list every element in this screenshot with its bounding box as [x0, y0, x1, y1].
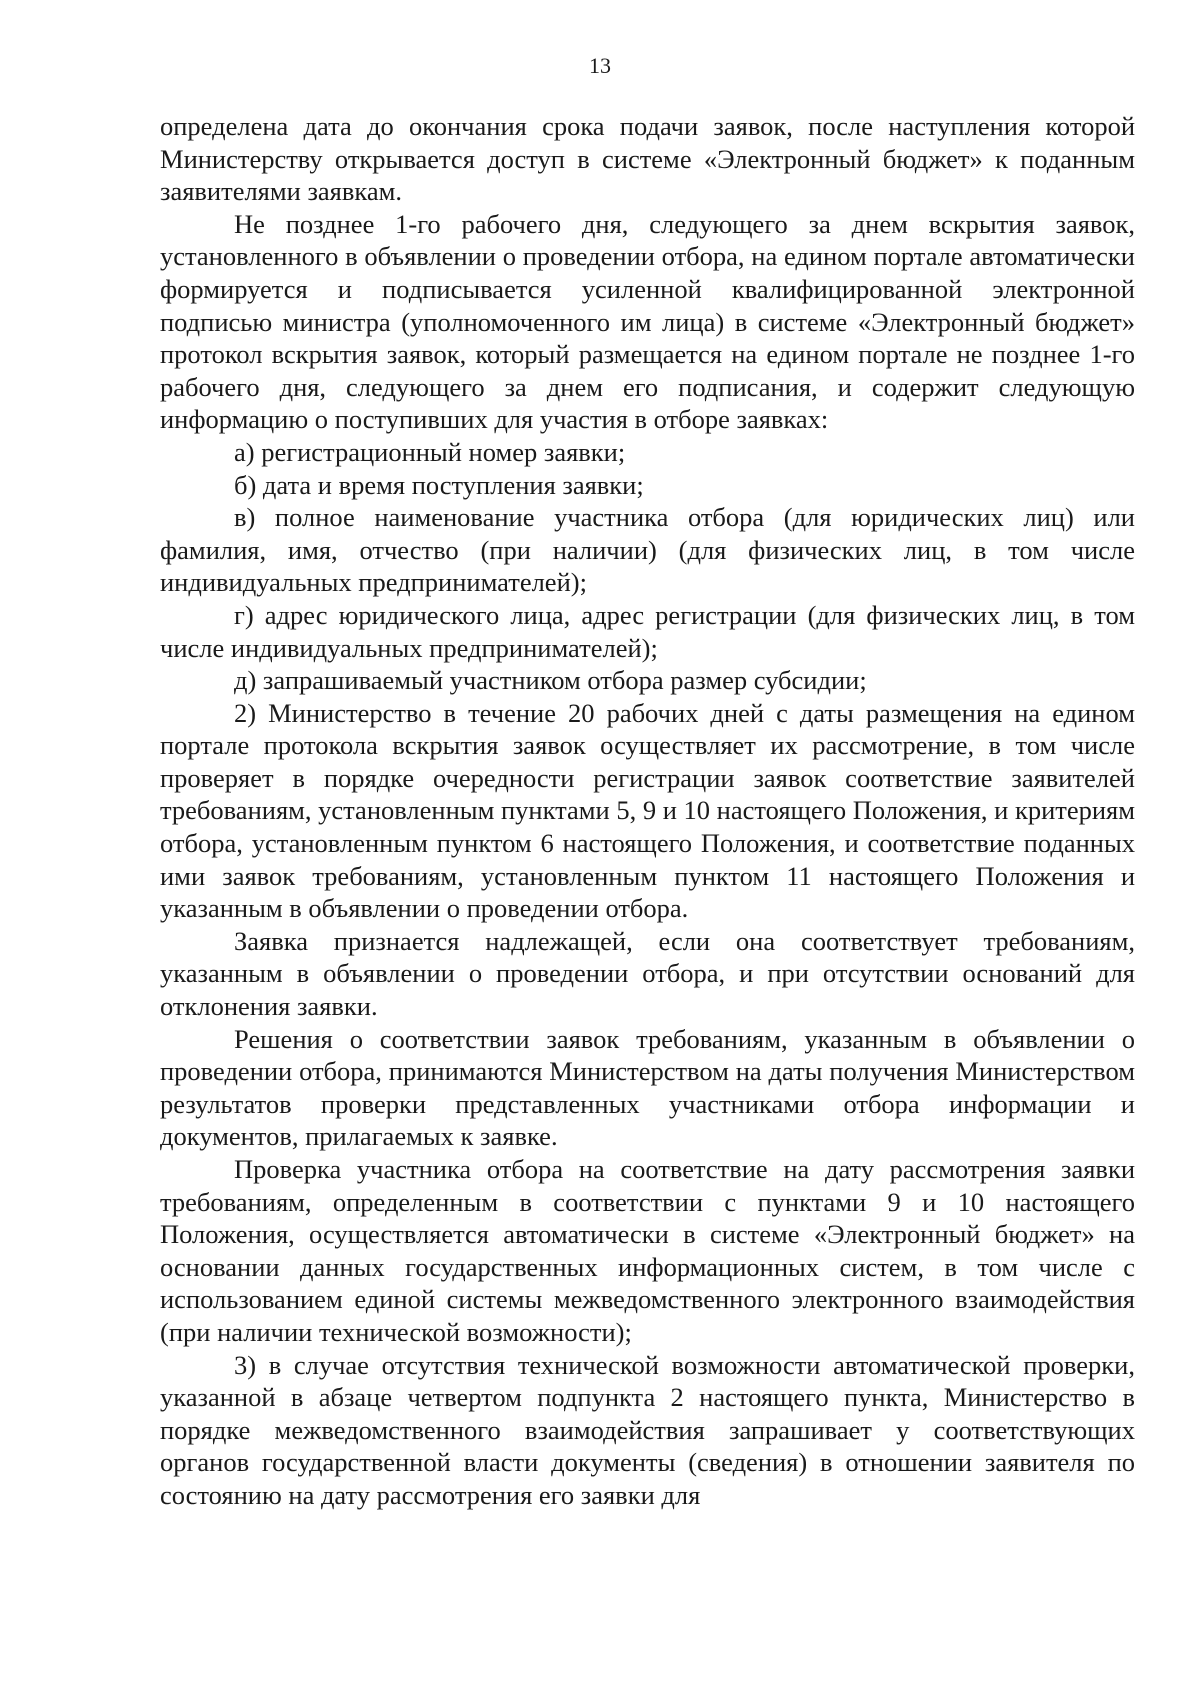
- document-body: [160, 110, 1135, 1512]
- list-item-b: б) дата и время поступления заявки;: [234, 469, 644, 500]
- list-item-d: д) запрашиваемый участником отбора размер субсидии;: [234, 665, 867, 696]
- paragraph-verification: Проверка участника отбора на соответствие на дату рассмотрения заявки требованиям, определенным в соответствии с пунктами 9 и 10 настоящего Положения, осуществляется автоматически в системе «Электронный бюджет» на основании данных государственных информационных систем, в том числе с использованием единой системы межведомственного электронного взаимодействия (при наличии технической возможности);: [160, 1154, 1135, 1347]
- list-item-g: г) адрес юридического лица, адрес регистрации (для физических лиц, в том числе индивидуальных предпринимателей);: [160, 599, 1135, 663]
- paragraph-proper-application: Заявка признается надлежащей, если она соответствует требованиям, указанным в объявлении о проведении отбора, и при отсутствии оснований для отклонения заявки.: [160, 925, 1135, 1022]
- list-item-v: в) полное наименование участника отбора (для юридических лиц) или фамилия, имя, отчество (при наличии) (для физических лиц, в том числе индивидуальных предпринимателей);: [160, 502, 1135, 598]
- list-item-a: а) регистрационный номер заявки;: [234, 436, 626, 467]
- page-number: 13: [589, 53, 611, 78]
- paragraph-continuation: определена дата до окончания срока подачи заявок, после наступления которой Министерству открывается доступ в системе «Электронный бюджет» к поданным заявителями заявкам.: [160, 111, 1135, 207]
- subpoint-3: 3) в случае отсутствия технической возможности автоматической проверки, указанной в абзаце четвертом подпункта 2 настоящего пункта, Министерство в порядке межведомственного взаимодействия запрашивает у соответствующих органов государственной власти документы (сведения) в отношении заявителя по состоянию на дату рассмотрения его заявки для: [160, 1349, 1135, 1510]
- subpoint-2: 2) Министерство в течение 20 рабочих дней с даты размещения на едином портале протокола вскрытия заявок осуществляет их рассмотрение, в том числе проверяет в порядке очередности регистрации заявок соответствие заявителей требованиям, установленным пунктами 5, 9 и 10 настоящего Положения, и критериям отбора, установленным пунктом 6 настоящего Положения, и соответствие поданных ими заявок требованиям, установленным пунктом 11 настоящего Положения и указанным в объявлении о проведении отбора.: [160, 697, 1136, 924]
- paragraph-protocol: Не позднее 1-го рабочего дня, следующего за днем вскрытия заявок, установленного в объявлении о проведении отбора, на едином портале автоматически формируется и подписывается усиленной квалифицированной электронной подписью министра (уполномоченного им лица) в системе «Электронный бюджет» протокол вскрытия заявок, который размещается на едином портале не позднее 1-го рабочего дня, следующего за днем его подписания, и содержит следующую информацию о поступивших для участия в отборе заявках:: [160, 208, 1135, 435]
- paragraph-decisions: Решения о соответствии заявок требованиям, указанным в объявлении о проведении отбора, принимаются Министерством на даты получения Министерством результатов проверки представленных участниками отбора информации и документов, прилагаемых к заявке.: [160, 1023, 1135, 1152]
